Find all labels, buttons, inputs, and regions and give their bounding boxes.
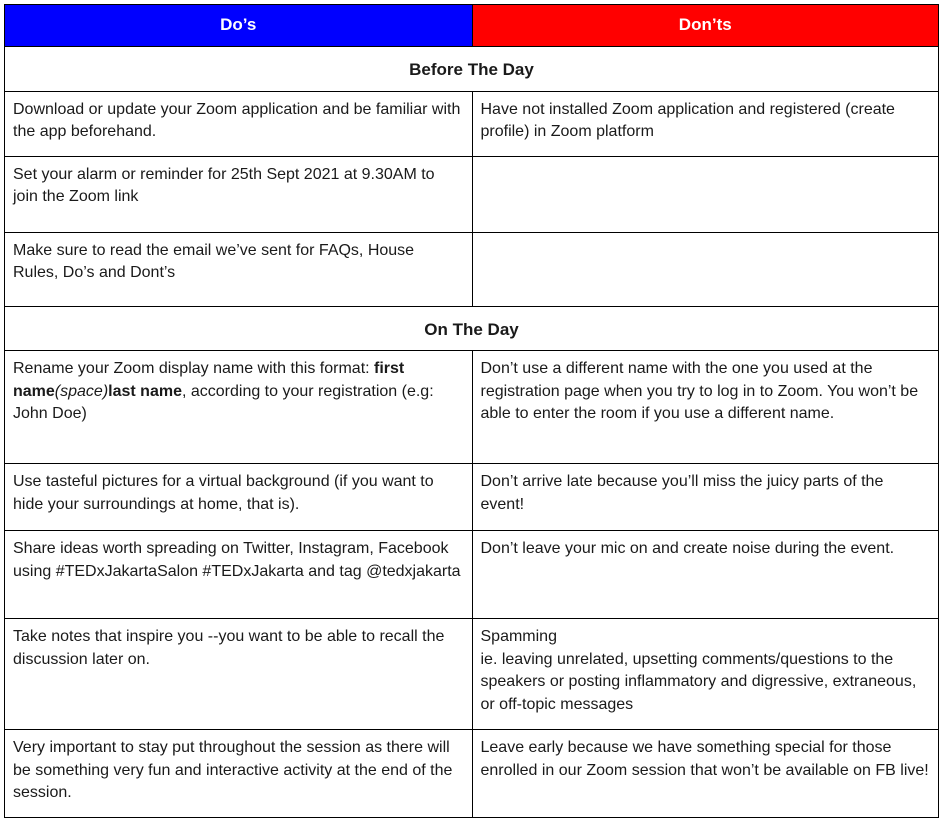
section-on-title: On The Day <box>5 306 939 351</box>
dont-cell-spamming <box>472 619 939 730</box>
header-row <box>5 5 939 47</box>
rename-prefix: Rename your Zoom display name with this format: <box>13 360 375 377</box>
dont-cell: Don’t use a different name with the one you used at the registration page when you try to log in to Zoom. You won’t be able to enter the room if you use a different name. <box>472 351 939 464</box>
rename-first: first name <box>13 360 405 400</box>
table-row <box>5 730 939 818</box>
section-row <box>5 306 939 351</box>
do-cell: Very important to stay put throughout the session as there will be something very fun and interactive activity at the end of the session. <box>5 730 473 818</box>
dont-cell: Don’t leave your mic on and create noise during the event. <box>472 531 939 619</box>
table-row <box>5 232 939 306</box>
table-row <box>5 156 939 232</box>
table-row <box>5 619 939 730</box>
dos-donts-table <box>4 4 939 818</box>
spamming-title: Spamming <box>480 628 557 645</box>
rename-suffix: , according to your registration (e.g: John Doe) <box>13 382 434 422</box>
table-row <box>5 91 939 156</box>
dos-header: Do’s <box>5 5 473 47</box>
do-cell: Download or update your Zoom application and be familiar with the app beforehand. <box>5 91 473 156</box>
dont-cell <box>472 232 939 306</box>
rename-space: (space) <box>54 382 109 400</box>
spamming-text: ie. leaving unrelated, upsetting comments/questions to the speakers or posting inflammatory and digressive, extraneous, or off-topic messages <box>480 650 917 713</box>
do-cell: Use tasteful pictures for a virtual background (if you want to hide your surroundings at home, that is). <box>5 464 473 531</box>
section-before-title: Before The Day <box>5 47 939 92</box>
rename-last: last name <box>108 382 182 400</box>
dont-cell: Leave early because we have something special for those enrolled in our Zoom session that won’t be available on FB live! <box>472 730 939 818</box>
donts-header: Don’ts <box>472 5 939 47</box>
dont-cell: Have not installed Zoom application and registered (create profile) in Zoom platform <box>472 91 939 156</box>
do-cell: Set your alarm or reminder for 25th Sept 2021 at 9.30AM to join the Zoom link <box>5 156 473 232</box>
table-row <box>5 464 939 531</box>
do-cell: Make sure to read the email we’ve sent for FAQs, House Rules, Do’s and Dont’s <box>5 232 473 306</box>
dont-cell <box>472 156 939 232</box>
do-cell-rename <box>5 351 473 464</box>
dont-cell: Don’t arrive late because you’ll miss the juicy parts of the event! <box>472 464 939 531</box>
do-cell: Share ideas worth spreading on Twitter, Instagram, Facebook using #TEDxJakartaSalon #TEDxJakarta and tag @tedxjakarta <box>5 531 473 619</box>
do-cell: Take notes that inspire you --you want to be able to recall the discussion later on. <box>5 619 473 730</box>
table-row <box>5 351 939 464</box>
table-row <box>5 531 939 619</box>
section-row <box>5 47 939 92</box>
